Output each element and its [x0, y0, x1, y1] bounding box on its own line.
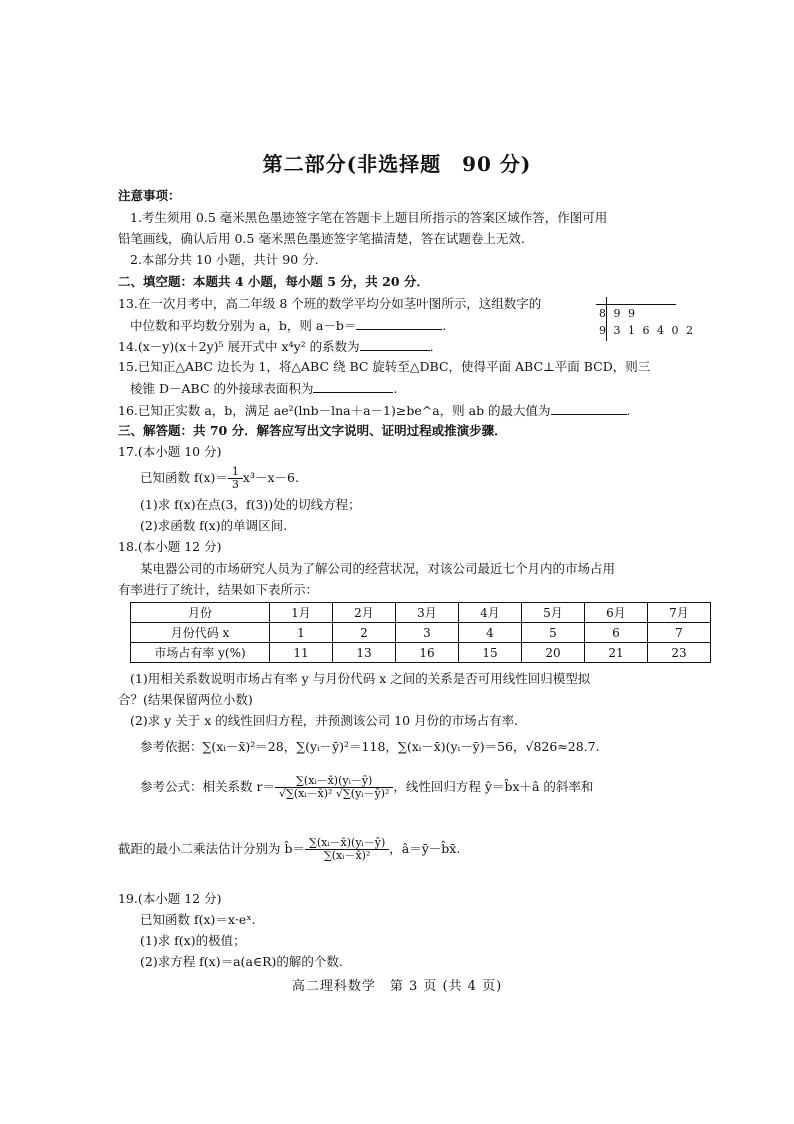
r-denominator: √∑(xᵢ－x̄)² √∑(yᵢ－ȳ)² [278, 787, 390, 800]
q13-answer-blank [356, 317, 442, 330]
stem-leaf-horizontal-line [596, 304, 676, 305]
stem-leaf-plot [596, 297, 695, 341]
table-cell: 23 [648, 643, 711, 663]
q18-part-1-line-2: 合？(结果保留两位小数) [118, 692, 253, 707]
table-cell: 3 [396, 623, 459, 643]
q18-head: 18.(本小题 12 分) [118, 539, 222, 554]
notice-item-2: 2.本部分共 10 小题，共计 90 分. [130, 252, 319, 267]
q17-frac-den: 3 [231, 478, 239, 491]
table-cell: 1 [270, 623, 333, 643]
q18-part-1-line-1: (1)用相关系数说明市场占有率 y 与月份代码 x 之间的关系是否可用线性回归模型拟 [130, 671, 591, 686]
q13-period: . [442, 318, 447, 333]
q15-answer-blank [313, 380, 393, 393]
notice-item-1-line-1: 1.考生须用 0.5 毫米黑色墨迹签字笔在答题卡上题目所指示的答案区域作答，作图可用 [130, 210, 608, 225]
table-cell: 20 [522, 643, 585, 663]
market-share-table [130, 602, 711, 663]
q18-ls-post: ，â＝ȳ－b̂x̄. [389, 841, 461, 856]
page-footer: 高二理科数学 第 3 页 (共 4 页) [291, 979, 503, 994]
table-row-codes [131, 623, 711, 643]
q18-intro-line-2: 有率进行了统计，结果如下表所示： [118, 582, 319, 597]
q17-head: 17.(本小题 10 分) [118, 444, 222, 459]
fill-blank-heading: 二、填空题：本题共 4 小题，每小题 5 分，共 20 分． [118, 274, 429, 289]
q17-given [140, 466, 299, 491]
table-cell: 5 [522, 623, 585, 643]
stem-leaf-row-8: 8 9 9 [599, 307, 637, 320]
b-numerator: ∑(xᵢ－x̄)(yᵢ－ȳ) [305, 837, 389, 850]
table-cell: 16 [396, 643, 459, 663]
table-cell: 11 [270, 643, 333, 663]
table-cell: 21 [585, 643, 648, 663]
solve-heading: 三、解答题：共 70 分．解答应写出文字说明、证明过程或推演步骤． [118, 423, 507, 438]
notice-item-1-line-2: 铅笔画线，确认后用 0.5 毫米黑色墨迹签字笔描清楚，答在试题卷上无效. [118, 231, 525, 246]
q17-frac-num: 1 [228, 466, 243, 479]
table-header-month: 月份 [131, 603, 270, 623]
table-row-months [131, 603, 711, 623]
table-cell: 3月 [396, 603, 459, 623]
table-cell: 6 [585, 623, 648, 643]
q17-fraction [228, 466, 243, 491]
q18-formula-pre: 参考公式：相关系数 r＝ [140, 779, 275, 794]
q18-part-2: (2)求 y 关于 x 的线性回归方程，并预测该公司 10 月份的市场占有率． [130, 713, 527, 728]
q17-part-1: (1)求 f(x)在点(3，f(3))处的切线方程； [140, 497, 361, 512]
q18-ls-pre: 截距的最小二乘法估计分别为 b̂＝ [118, 841, 305, 856]
slope-fraction [305, 837, 389, 862]
q15-period: . [393, 381, 398, 396]
correlation-fraction [275, 775, 393, 800]
q18-reference-formula [140, 770, 593, 804]
table-cell: 7月 [648, 603, 711, 623]
table-cell: 1月 [270, 603, 333, 623]
notice-heading: 注意事项： [118, 188, 181, 203]
table-cell: 4 [459, 623, 522, 643]
q17-given-pre: 已知函数 f(x)＝ [140, 470, 228, 485]
table-row-shares [131, 643, 711, 663]
q17-given-post: x³－x－6. [242, 470, 299, 485]
stem-leaf-row-9: 9 3 1 6 4 0 2 [599, 324, 695, 337]
q14-text: 14.(x－y)(x＋2y)⁵ 展开式中 x⁴y² 的系数为 [118, 339, 360, 354]
q18-intro-line-1: 某电器公司的市场研究人员为了解公司的经营状况，对该公司最近七个月内的市场占用 [140, 561, 616, 576]
q18-least-squares [118, 832, 460, 866]
table-header-share: 市场占有率 y(%) [131, 643, 270, 663]
table-cell: 2 [333, 623, 396, 643]
q16-text: 16.已知正实数 a，b，满足 ae²(lnb－lna＋a－1)≥be^a，则 ab 的最大值为 [118, 403, 551, 418]
b-denominator: ∑(xᵢ－x̄)² [323, 849, 371, 862]
section-title: 第二部分(非选择题 90 分) [262, 152, 532, 176]
q19-part-1: (1)求 f(x)的极值； [140, 933, 246, 948]
q16-answer-blank [551, 402, 627, 415]
q17-part-2: (2)求函数 f(x)的单调区间. [140, 518, 288, 533]
q14-answer-blank [360, 338, 430, 351]
table-header-code: 月份代码 x [131, 623, 270, 643]
table-cell: 6月 [585, 603, 648, 623]
q15-line-1: 15.已知正△ABC 边长为 1，将△ABC 绕 BC 旋转至△DBC，使得平面 ABC⊥平面 BCD，则三 [118, 359, 651, 374]
table-cell: 2月 [333, 603, 396, 623]
q18-formula-post: ，线性回归方程 ŷ＝b̂x＋â 的斜率和 [393, 779, 594, 794]
q15-text: 棱锥 D－ABC 的外接球表面积为 [130, 381, 314, 396]
q13-line-1: 13.在一次月考中，高二年级 8 个班的数学平均分如茎叶图所示，这组数字的 [118, 296, 542, 311]
table-cell: 5月 [522, 603, 585, 623]
q16-period: . [626, 403, 631, 418]
table-cell: 7 [648, 623, 711, 643]
q14-period: . [429, 339, 434, 354]
q14 [118, 338, 434, 355]
q15-line-2 [130, 380, 397, 397]
q16 [118, 402, 631, 419]
table-cell: 13 [333, 643, 396, 663]
q13-text: 中位数和平均数分别为 a，b，则 a－b＝ [130, 318, 357, 333]
q19-given: 已知函数 f(x)＝x·eˣ. [140, 912, 256, 927]
r-numerator: ∑(xᵢ－x̄)(yᵢ－ȳ) [275, 775, 393, 788]
q19-head: 19.(本小题 12 分) [118, 891, 222, 906]
table-cell: 4月 [459, 603, 522, 623]
q13-line-2 [130, 317, 446, 334]
q19-part-2: (2)求方程 f(x)＝a(a∈R)的解的个数. [140, 954, 343, 969]
q18-reference-basis: 参考依据：∑(xᵢ－x̄)²＝28，∑(yᵢ－ȳ)²＝118，∑(xᵢ－x̄)(yᵢ－ȳ)＝56，√826≈28.7. [140, 739, 600, 754]
table-cell: 15 [459, 643, 522, 663]
